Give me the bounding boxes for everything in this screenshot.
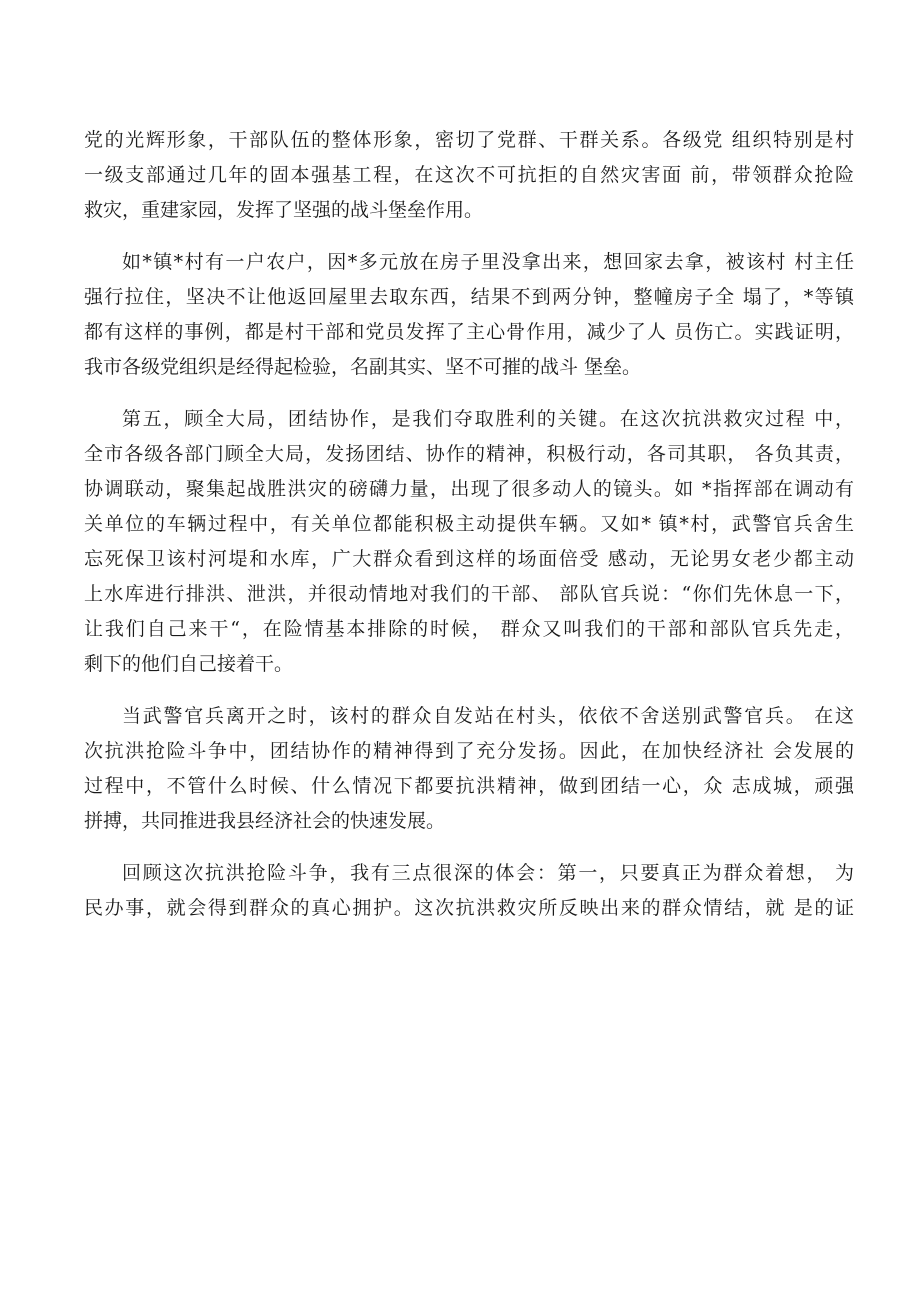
text-line: 当武警官兵离开之时，该村的群众自发站在村头，依依不舍送别武警官兵。 在这 <box>122 705 854 727</box>
text-line: 关单位的车辆过程中，有关单位都能积极主动提供车辆。又如* 镇*村，武警官兵舍生 <box>84 513 854 535</box>
paragraph-2 <box>84 245 854 385</box>
text-line: 一级支部通过几年的固本强基工程，在这次不可抗拒的自然灾害面 前，带领群众抢险 <box>84 164 854 186</box>
text-line: 让我们自己来干“，在险情基本排除的时候， 群众又叫我们的干部和部队官兵先走， <box>84 618 854 640</box>
text-line: 过程中，不管什么时候、什么情况下都要抗洪精神，做到团结一心，众 志成城，顽强 <box>84 775 854 797</box>
text-line: 党的光辉形象，干部队伍的整体形象，密切了党群、干群关系。各级党 组织特别是村 <box>84 129 854 151</box>
text-line: 忘死保卫该村河堤和水库，广大群众看到这样的场面倍受 感动，无论男女老少都主动 <box>84 548 854 570</box>
text-line: 都有这样的事例，都是村干部和党员发挥了主心骨作用，减少了人 员伤亡。实践证明， <box>84 321 854 343</box>
text-line: 救灾，重建家园，发挥了坚强的战斗堡垒作用。 <box>84 199 484 221</box>
paragraph-1 <box>84 123 854 228</box>
text-line: 回顾这次抗洪抢险斗争，我有三点很深的体会：第一，只要真正为群众着想， 为 <box>122 862 854 884</box>
text-line: 拼搏，共同推进我县经济社会的快速发展。 <box>84 810 446 832</box>
text-line: 协调联动，聚集起战胜洪灾的磅礴力量，出现了很多动人的镜头。如 *指挥部在调动有 <box>84 478 854 500</box>
text-line: 次抗洪抢险斗争中，团结协作的精神得到了充分发扬。因此，在加快经济社 会发展的 <box>84 740 854 762</box>
text-line: 全市各级各部门顾全大局，发扬团结、协作的精神，积极行动，各司其职， 各负其责， <box>84 443 854 465</box>
text-line: 剩下的他们自己接着干。 <box>84 653 294 675</box>
text-line: 第五，顾全大局，团结协作，是我们夺取胜利的关键。在这次抗洪救灾过程 中， <box>122 408 854 430</box>
paragraph-4 <box>84 699 854 839</box>
text-line: 强行拉住，坚决不让他返回屋里去取东西，结果不到两分钟，整幢房子全 塌了，*等镇 <box>84 286 854 308</box>
text-line: 上水库进行排洪、泄洪，并很动情地对我们的干部、 部队官兵说：“你们先休息一下， <box>84 583 854 605</box>
document-body <box>84 123 854 943</box>
text-line: 民办事，就会得到群众的真心拥护。这次抗洪救灾所反映出来的群众情结，就 是的证 <box>84 897 854 919</box>
text-line: 我市各级党组织是经得起检验，名副其实、坚不可摧的战斗 堡垒。 <box>84 356 642 378</box>
text-line: 如*镇*村有一户农户，因*多元放在房子里没拿出来，想回家去拿，被该村 村主任 <box>122 251 854 273</box>
paragraph-3 <box>84 402 854 682</box>
paragraph-5 <box>84 856 854 926</box>
